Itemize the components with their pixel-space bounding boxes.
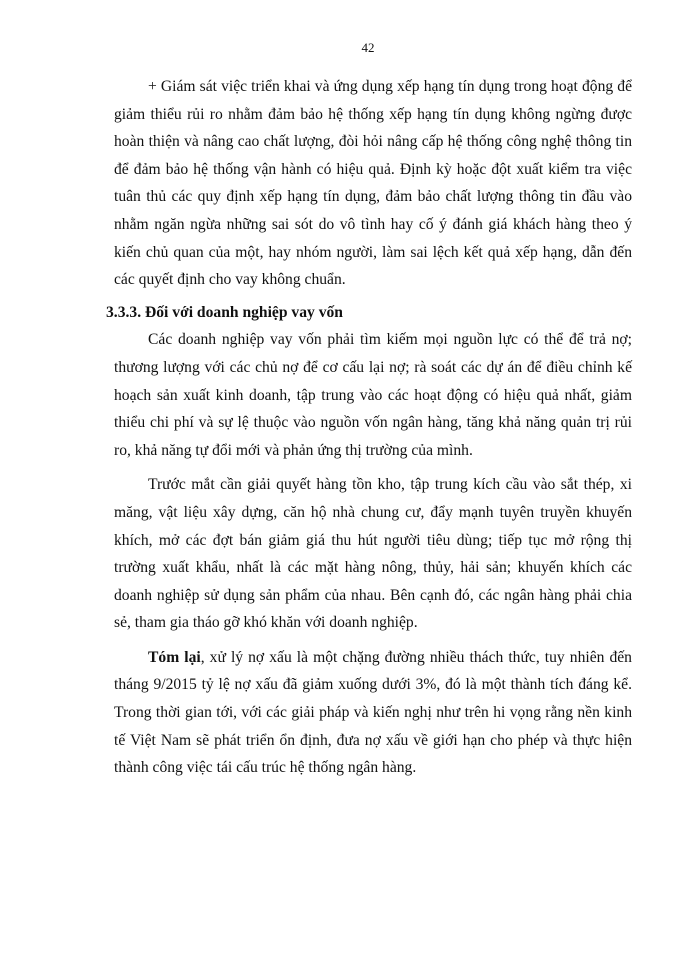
paragraph-borrowing-enterprises: Các doanh nghiệp vay vốn phải tìm kiếm mọi nguồn lực có thể để trả nợ; thương lượng với các chủ nợ để cơ cấu lại nợ; rà soát các dự án để điều chỉnh kế hoạch sản xuất kinh doanh, tập trung vào các hoạt động có hiệu quả nhất, giảm thiểu chi phí và sự lệ thuộc vào nguồn vốn ngân hàng, tăng khả năng quản trị rủi ro, khả năng tự đổi mới và phản ứng thị trường của mình.	[114, 331, 632, 459]
section-heading-3-3-3: 3.3.3. Đối với doanh nghiệp vay vốn	[106, 303, 343, 321]
paragraph-conclusion	[114, 644, 632, 782]
page-number: 42	[361, 40, 375, 55]
conclusion-text: , xử lý nợ xấu là một chặng đường nhiều thách thức, tuy nhiên đến tháng 9/2015 tỷ lệ nợ xấu đã giảm xuống dưới 3%, đó là một thành tích đáng kể. Trong thời gian tới, với các giải pháp và kiến nghị như trên hi vọng rằng nền kinh tế Việt Nam sẽ phát triển ổn định, đưa nợ xấu về giới hạn cho phép và thực hiện thành công việc tái cấu trúc hệ thống ngân hàng.	[114, 648, 632, 777]
conclusion-lead: Tóm lại	[148, 648, 201, 666]
page-content	[106, 73, 632, 782]
paragraph-credit-rating-supervision: + Giám sát việc triển khai và ứng dụng xếp hạng tín dụng trong hoạt động để giảm thiểu rủi ro nhằm đảm bảo hệ thống xếp hạng tín dụng không ngừng được hoàn thiện và nâng cao chất lượng, đòi hỏi nâng cấp hệ thống công nghệ thông tin để đảm bảo hệ thống vận hành có hiệu quả. Định kỳ hoặc đột xuất kiểm tra việc tuân thủ các quy định xếp hạng tín dụng, đảm bảo chất lượng thông tin đầu vào nhằm ngăn ngừa những sai sót do vô tình hay cố ý đánh giá khách hàng theo ý kiến chủ quan của một, hay nhóm người, làm sai lệch kết quả xếp hạng, dẫn đến các quyết định cho vay không chuẩn.	[114, 78, 632, 289]
paragraph-inventory-solutions: Trước mắt cần giải quyết hàng tồn kho, tập trung kích cầu vào sắt thép, xi măng, vật liệu xây dựng, căn hộ nhà chung cư, đẩy mạnh tuyên truyền khuyến khích, mở các đợt bán giảm giá thu hút người tiêu dùng; tiếp tục mở rộng thị trường xuất khẩu, nhất là các mặt hàng nông, thủy, hải sản; khuyến khích các doanh nghiệp sử dụng sản phẩm của nhau. Bên cạnh đó, các ngân hàng phải chia sẻ, tham gia tháo gỡ khó khăn với doanh nghiệp.	[114, 476, 632, 632]
